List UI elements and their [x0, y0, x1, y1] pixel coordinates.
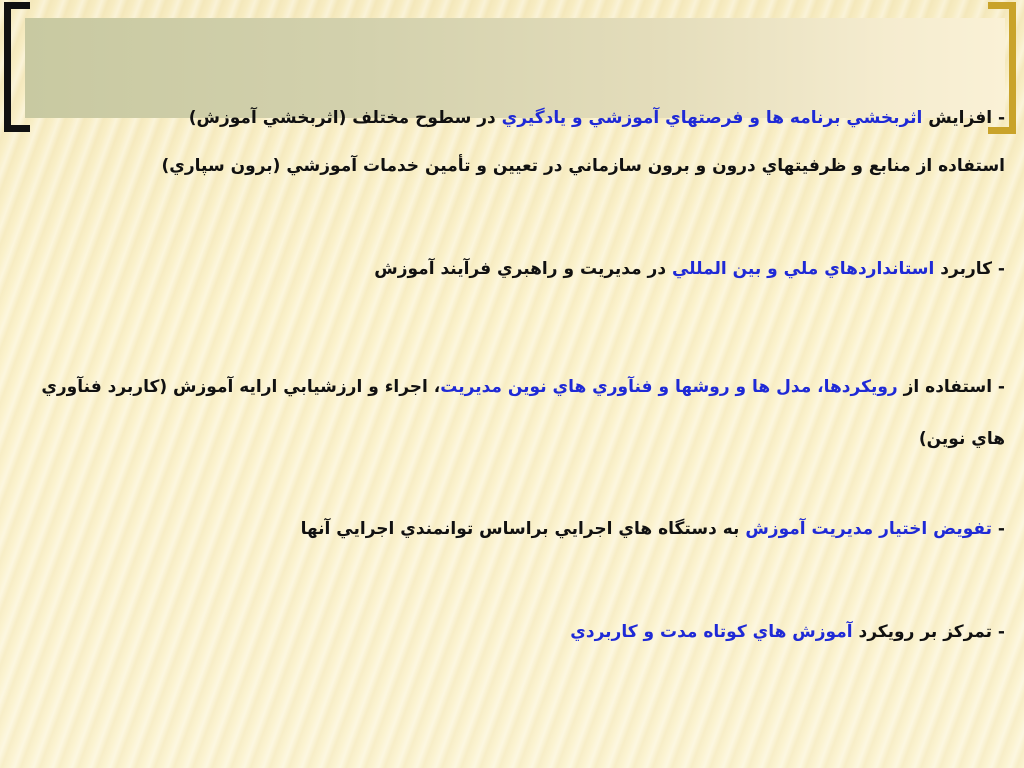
bullet-text: - تمركز بر رويكرد: [852, 622, 1005, 642]
bullet-item: [40, 257, 1005, 283]
bullet-item: [40, 154, 1005, 180]
bullet-text: - كاربرد: [934, 259, 1005, 279]
bullet-text: - افزايش: [922, 108, 1005, 128]
bullet-text: - استفاده از: [897, 376, 1005, 397]
left-bracket-decoration: [4, 2, 30, 132]
slide-body: [40, 100, 1005, 646]
bullet-item: [40, 517, 1005, 543]
bullet-highlight: اثربخشي برنامه ها و فرصتهاي آموزشي و يادگيري: [501, 108, 923, 128]
bullet-highlight: رويكردها، مدل ها و روشها و فنآوري هاي نوين مديريت: [440, 376, 898, 397]
bullet-text: در مديريت و راهبري فرآيند آموزش: [374, 259, 672, 279]
bullet-text: در سطوح مختلف (اثربخشي آموزش): [188, 108, 502, 128]
bullet-item: [40, 620, 1005, 646]
bullet-item: [40, 361, 1005, 465]
bullet-text: استفاده از منابع و ظرفيتهاي درون و برون سازماني در تعيين و تأمين خدمات آموزشي (برون سپاري): [161, 155, 1005, 176]
bullet-text: -: [992, 518, 1005, 539]
bullet-text: به دستگاه هاي اجرايي براساس توانمندي اجرايي آنها: [300, 518, 746, 539]
bullet-highlight: استانداردهاي ملي و بين المللي: [671, 259, 935, 279]
bullet-highlight: تفويض اختيار مديريت آموزش: [745, 518, 993, 539]
bullet-highlight: آموزش هاي كوتاه مدت و كاربردي: [570, 622, 853, 642]
bullet-item: [40, 106, 1005, 132]
bullet-text: ، اجراء و ارزشيابي ارايه آموزش (كاربرد فنآوري هاي نوين): [41, 376, 1005, 449]
